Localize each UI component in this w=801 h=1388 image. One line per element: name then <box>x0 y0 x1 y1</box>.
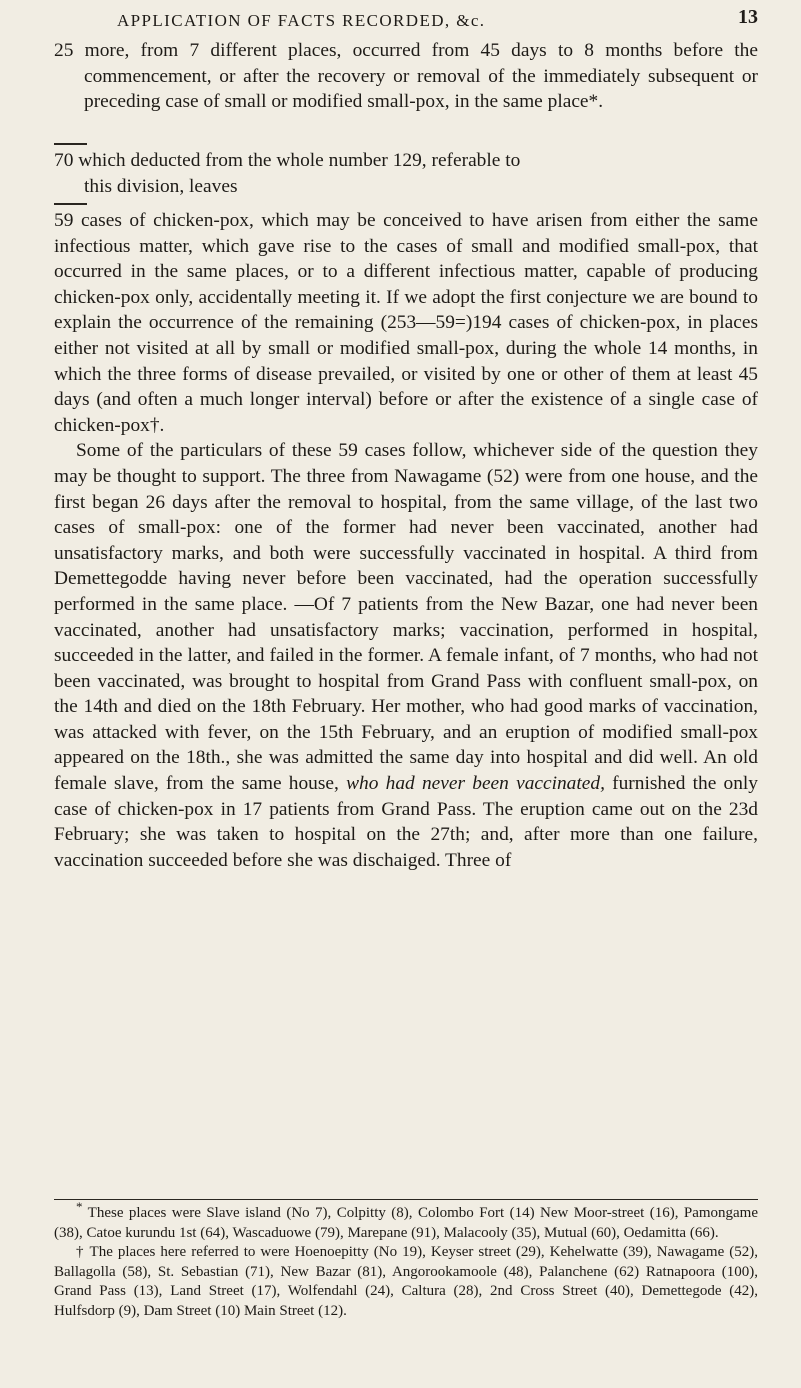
footnote-text: The places here referred to were Hoenoepitty (No 19), Keyser street (29), Kehelwatte (39), Nawagame (52), Ballagolla (58), St. Sebastian (71), New Bazar (81), Angorookamoole (48), Palanchene (62) Ratnapoora (100), Grand Pass (13), Land Street (17), Wolfendahl (24), Caltura (28), 2nd Cross Street (40), Demettegode (42), Hulfsdorp (9), Dam Street (10) Main Street (12). <box>54 1244 759 1319</box>
footnote-text: These places were Slave island (No 7), Colpitty (8), Colombo Fort (14) New Moor-street (16), Pamongame (38), Catoe kurundu 1st (64), Wascaduowe (79), Marepane (91), Malacooly (35), Mutual (60), Oedamitta (66). <box>54 1205 759 1241</box>
paragraph-text: Some of the particulars of these 59 cases follow, whichever side of the question they may be thought to support. The three from Nawagame (52) were from one house, and the first began 26 days after the removal to hospital, from the same village, of the last two cases of small-pox: one of the former had never been vaccinated, another had unsatisfactory marks, and both were successfully vaccinated in hospital. A third from Demettegodde having never before been vaccinated, had the operation successfully performed in the same place. —Of 7 patients from the New Bazar, one had never been vaccinated, another had unsatisfactory marks; vaccination, performed in hospital, succeeded in the latter, and failed in the former. A female infant, of 7 months, who had not been vaccinated, was brought to hospital from Grand Pass with confluent small-pox, on the 14th and died on the 18th February. Her mother, who had good marks of vaccination, was attacked with fever, on the 15th February, and an eruption of modified small-pox appeared on the 18th., she was admitted the same day into hospital and did well. An old female slave, from the same house, <box>54 440 758 795</box>
paragraph-particulars <box>54 438 758 873</box>
tally-entry-deducted <box>54 148 758 199</box>
tally-text: 25 more, from 7 different places, occurred from 45 days to 8 months before the commencement, or after the recovery or removal of the immediately subsequent or preceding case of small or modified small-pox, in the same place*. <box>54 40 758 113</box>
italic-phrase: who had never been vaccinated, <box>346 773 605 795</box>
running-head <box>95 4 758 34</box>
footnote-star <box>54 1199 759 1243</box>
running-title: APPLICATION OF FACTS RECORDED, &c. <box>117 11 486 30</box>
footnote-rule <box>54 1199 758 1200</box>
page-number: 13 <box>738 6 758 28</box>
footnote-marker: † <box>76 1244 85 1261</box>
tally-text: 70 which deducted from the whole number 129, referable to this division, leaves <box>54 150 521 197</box>
paragraph-text: furnished the only case of chicken-pox in 17 patients from Grand Pass. The eruption came out on the 23d February; she was taken to hospital on the 27th; and, after more than one failure, vaccination succeeded before she was dischaiged. Three of <box>54 773 759 871</box>
tally-rule-1 <box>54 143 87 145</box>
tally-entry-different-places <box>54 38 758 115</box>
paragraph-chicken-pox-cases: 59 cases of chicken-pox, which may be conceived to have arisen from either the same infectious matter, which gave rise to the cases of small and modified small-pox, that occurred in the same places, or to a different infectious matter, capable of producing chicken-pox only, accidentally meeting it. If we adopt the first conjecture we are bound to explain the occurrence of the remaining (253—59=)194 cases of chicken-pox, in places either not visited at all by small or modified small-pox, during the whole 14 months, in which the three forms of disease prevailed, or visited by one or other of them at least 45 days (and often a much longer interval) before or after the existence of a single case of chicken-pox†. <box>54 210 758 436</box>
main-text <box>54 208 758 873</box>
footnotes <box>54 1199 759 1322</box>
footnote-dagger <box>54 1243 758 1321</box>
footnote-marker: * <box>76 1199 83 1214</box>
tally-rule-2 <box>54 203 87 205</box>
